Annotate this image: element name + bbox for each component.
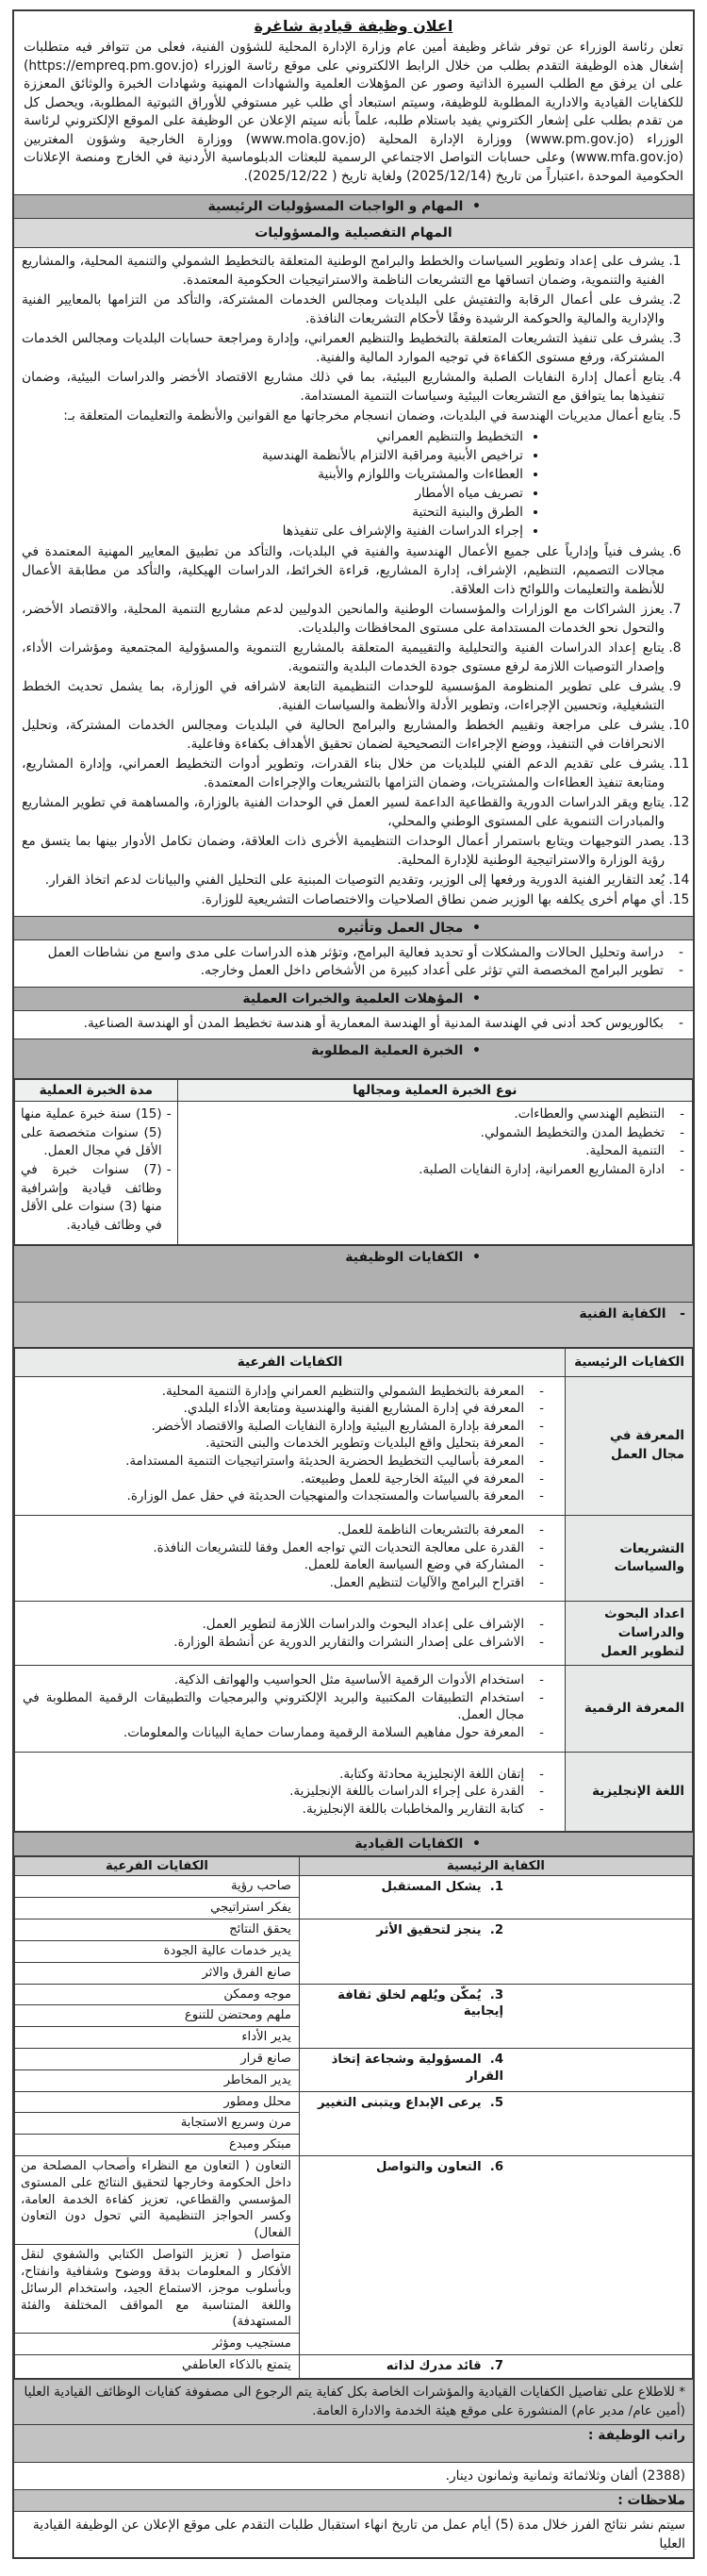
technical-main-competency: التشريعات والسياسات: [566, 1515, 693, 1602]
section-header-work-scope: • مجال العمل وتأثيره: [14, 916, 693, 939]
leadership-sub-competency: يدير الأداء: [15, 2027, 300, 2049]
technical-col-sub-header: الكفايات الفرعية: [15, 1349, 566, 1376]
experience-col-type-header: نوع الخبرة العملية ومجالها: [177, 1080, 692, 1102]
leadership-row: [15, 1876, 693, 1898]
task-item: 8. يتابع إعداد الدراسات الفنية والتحليلية والتقييمية المتعلقة بالمشاريع التنموية والمسؤولية المجتمعية ومؤشرات الأداء، وإصدار التوصيات اللازمة لرفع مستوى جودة الخدمات البلدية والتنموية.: [22, 639, 665, 676]
screening-note: سيتم نشر نتائج الفرز خلال مدة (5) أيام عمل من تاريخ انهاء استقبال طلبات التقدم على موقع الإعلان عن الوظيفة القيادية العليا: [14, 2511, 693, 2557]
task-item: 15. أي مهام أخرى يكلفه بها الوزير ضمن نطاق الصلاحيات والاختصاصات التشريعية للوزارة.: [22, 890, 665, 909]
leadership-row: [15, 2091, 693, 2113]
leadership-sub-competency: يتمتع بالذكاء العاطفي: [15, 2354, 300, 2378]
sub-competency: - المشاركة في وضع السياسة العامة للعمل.: [23, 1556, 544, 1574]
announcement-document: [12, 9, 695, 2559]
sub-competency: - القدرة على إجراء الدراسات باللغة الإنجليزية.: [23, 1783, 544, 1801]
task5-bullet: • العطاءات والمشتريات واللوازم والأبنية: [22, 465, 523, 484]
task-item: 11. يشرف على تقديم الدعم الفني للبلديات من خلال بناء القدرات، وتطوير أدوات التخطيط العمراني، وإدارة المشاريع، ومتابعة تنفيذ العطاءات والمشتريات، وضمان التزامها بالتشريعات والإجراءات المعتمدة.: [22, 755, 665, 792]
leadership-sub-competency: متواصل ( تعزيز التواصل الكتابي والشفوي لنقل الأفكار و المعلومات بدقة ووضوح وشفافية وانفتاح، وبأسلوب موجز، الاستماع الجيد، واستخدام الرسائل واللغة المتناسبة مع المواقف المختلفة والفئة المستهدفة): [15, 2245, 300, 2334]
task-item: 3. يشرف على تنفيذ التشريعات المتعلقة بالتخطيط والتنظيم العمراني، وإدارة ومراجعة حسابات البلديات ومجالس الخدمات المشتركة، ورفع مستوى الكفاءة في توجيه الموارد المالية والفنية.: [22, 329, 665, 367]
experience-duration-cell: [15, 1102, 178, 1245]
qualification-item: - بكالوريوس كحد أدنى في الهندسة المدنية أو الهندسة المعمارية أو هندسة تخطيط المدن أو الهندسة الصناعية.: [24, 1015, 683, 1034]
technical-header-row: [15, 1349, 693, 1376]
task5-bullet: • إجراء الدراسات الفنية والإشراف على تنفيذها: [22, 522, 523, 540]
technical-competencies-section: [14, 1347, 693, 1832]
experience-type: - التنمية المحلية.: [186, 1142, 684, 1161]
task-item: 10. يشرف على مراجعة وتقييم الخطط والمشاريع والبرامج الحالية في البلديات ومجالس الخدمات المشتركة، وتحليل الانحرافات في التنفيذ، ووضع الإجراءات التصحيحية لضمان تحقيق الأهداف بكفاءة وفاعلية.: [22, 716, 665, 754]
task-item: 13. يصدر التوجيهات ويتابع باستمرار أعمال الوحدات التنظيمية الأخرى ذات العلاقة، وضمان تكامل الأدوار بينها بما يتسق مع رؤية الوزارة والاستراتيجية الوطنية للإدارة المحلية.: [22, 832, 665, 870]
experience-section: [14, 1078, 693, 1245]
sub-competency: - المعرفة بالسياسات والمستجدات والمنهجيات الحديثة في حقل عمل الوزارة.: [23, 1487, 544, 1505]
leadership-main-competency: التعاون والتواصل: [299, 2156, 692, 2355]
task5-bullet: • الطرق والبنية التحتية: [22, 503, 523, 522]
leadership-sub-competency: محلل ومطور: [15, 2091, 300, 2113]
technical-row: [15, 1515, 693, 1602]
experience-type: - التنظيم الهندسي والعطاءات.: [186, 1105, 684, 1124]
technical-sub-competencies: [15, 1515, 566, 1602]
task-item: 1. يشرف على إعداد وتطوير السياسات والخطط والبرامج الوطنية المتعلقة بالتخطيط الشمولي والتنمية المحلية، والمشاريع الفنية والتنموية، وضمان اتساقها مع التشريعات الناظمة والاستراتيجيات الحكومية المعتمدة.: [22, 252, 665, 290]
technical-main-competency: اللغة الإنجليزية: [566, 1752, 693, 1832]
experience-header-row: [15, 1080, 693, 1102]
task5-bullet-list: [22, 427, 665, 540]
work-scope-section: [14, 939, 693, 987]
leadership-main-competency: المسؤولية وشجاعة إتخاذ القرار: [299, 2048, 692, 2091]
leadership-row: [15, 1984, 693, 2005]
task-item: 12. يتابع ويقر الدراسات الدورية والقطاعية الداعمة لسير العمل في الوحدات الفنية بالوزارة، والمساهمة في تطوير المشاريع والمبادرات التنموية على المستوى الوطني والمحلي،: [22, 793, 665, 831]
technical-main-competency: المعرفة الرقمية: [566, 1666, 693, 1753]
leadership-sub-competency: يفكر استراتيجي: [15, 1898, 300, 1920]
task5-bullet: • تصريف مياه الأمطار: [22, 484, 523, 503]
sub-competency: - استخدام التطبيقات المكتبية والبريد الإلكتروني والبرمجيات والتطبيقات الرقمية المطلوبة في مجال العمل.: [23, 1689, 544, 1724]
tasks-list: [14, 248, 693, 916]
technical-row: [15, 1602, 693, 1666]
salary-label: راتب الوظيفة :: [14, 2424, 693, 2462]
leadership-row: [15, 1920, 693, 1941]
experience-table: [14, 1079, 693, 1245]
task-item: 2. يشرف على أعمال الرقابة والتفتيش على البلديات ومجالس الخدمات المشتركة، والتأكد من التزامها بالمعايير الفنية والإدارية والمالية والحوكمة الرشيدة وفقًا لأحكام التشريعات النافذة.: [22, 291, 665, 328]
leadership-sub-competency: مستجيب ومؤثر: [15, 2334, 300, 2355]
leadership-sub-competency: يدير المخاطر: [15, 2069, 300, 2091]
experience-col-duration-header: مدة الخبرة العملية: [15, 1080, 178, 1102]
leadership-competencies-table: [14, 1856, 693, 2378]
task5-bullet: • تراخيص الأبنية ومراقبة الالتزام بالأنظمة الهندسية: [22, 446, 523, 465]
experience-types-cell: [177, 1102, 692, 1245]
technical-sub-competencies: [15, 1666, 566, 1753]
sub-competency: - كتابة التقارير والمخاطبات باللغة الإنجليزية.: [23, 1801, 544, 1819]
technical-main-competency: اعداد البحوث والدراسات لتطوير العمل: [566, 1602, 693, 1666]
technical-row: [15, 1752, 693, 1832]
leadership-sub-competency: موجه وممكن: [15, 1984, 300, 2005]
tasks-section: [14, 247, 693, 916]
leadership-sub-competency: مرن وسريع الاستجابة: [15, 2113, 300, 2135]
task-item: 6. يشرف فنياً وإدارياً على جميع الأعمال الهندسية والفنية في البلديات، والتأكد من تطبيق المعايير المهنية المعتمدة في مجالات التصميم، التنظيم، الإشراف، إدارة المشاريع، قراءة الخرائط، الدراسات الهيكلية، والتأكد من مطابقة الأعمال للأنظمة والتعليمات واللوائح ذات العلاقة.: [22, 542, 665, 599]
notes-label: ملاحظات :: [14, 2489, 693, 2511]
leadership-sub-competency: مبتكر ومبدع: [15, 2135, 300, 2156]
technical-row: [15, 1666, 693, 1753]
leadership-col-main-header: الكفاية الرئيسية: [299, 1857, 692, 1876]
leadership-main-competency: يرعى الإبداع ويتبنى التغيير: [299, 2091, 692, 2155]
technical-competencies-table: [14, 1348, 693, 1832]
sub-competency: - المعرفة بأساليب التخطيط الحضرية الحديثة واستراتيجيات التنمية المستدامة.: [23, 1453, 544, 1471]
leadership-main-competency: يُمكّن ويُلهم لخلق ثقافة إيجابية: [299, 1984, 692, 2048]
task-item: [22, 407, 665, 540]
technical-sub-competencies: [15, 1752, 566, 1832]
page-title: اعلان وظيفة قيادية شاغرة: [254, 17, 453, 35]
intro-section: [14, 11, 693, 194]
leadership-sub-competency: صانع قرار: [15, 2048, 300, 2069]
sub-competency: - المعرفة بتحليل واقع البلديات وتطوير الخدمات والبنى التحتية.: [23, 1435, 544, 1453]
task5-bullet: • التخطيط والتنظيم العمراني: [22, 427, 523, 446]
salary-value: (2388) ألفان وثلاثمائة وثمانية وثمانون دينار.: [14, 2462, 693, 2489]
section-header-main-duties: • المهام و الواجبات المسؤوليات الرئيسية: [14, 194, 693, 218]
leadership-sub-competency: يدير خدمات عالية الجودة: [15, 1940, 300, 1962]
experience-duration: - (7) سنوات خبرة في وظائف قيادية وإشرافية منها (3) سنوات على الأقل في وظائف قيادية.: [21, 1161, 172, 1235]
sub-competency: - المعرفة حول مفاهيم السلامة الرقمية وممارسات حماية البيانات والمعلومات.: [23, 1724, 544, 1742]
section-header-leadership-competencies: • الكفايات القيادية: [14, 1832, 693, 1855]
technical-row: [15, 1376, 693, 1515]
task-item: 4. يتابع أعمال إدارة النفايات الصلبة والمشاريع البيئية، بما في ذلك مشاريع الاقتصاد الأخضر والدراسات البيئية، وضمان تنفيذها بما يتوافق مع التشريعات البيئية وسياسات التنمية المستدامة.: [22, 368, 665, 406]
leadership-sub-competency: التعاون ( التعاون مع النظراء وأصحاب المصلحة من داخل الحكومة وخارجها لتحقيق النتائج على المستوى المؤسسي والقطاعي، تعزيز كفاءة الخدمة العامة، وكسر الحواجز التنظيمية التي تحول دون التعاون الفعال): [15, 2156, 300, 2245]
leadership-sub-competency: يحقق النتائج: [15, 1920, 300, 1941]
sub-competency: - اقتراح البرامج والآليات لتنظيم العمل.: [23, 1574, 544, 1592]
leadership-col-sub-header: الكفايات الفرعية: [15, 1857, 300, 1876]
sub-competency: - استخدام الأدوات الرقمية الأساسية مثل الحواسيب والهواتف الذكية.: [23, 1671, 544, 1689]
section-header-experience: • الخبرة العملية المطلوبة: [14, 1039, 693, 1078]
leadership-competencies-section: [14, 1855, 693, 2378]
sub-competency: - المعرفة في البيئة الخارجية للعمل وطبيعته.: [23, 1471, 544, 1488]
leadership-row: [15, 2354, 693, 2378]
leadership-main-competency: قائد مدرك لذاته: [299, 2354, 692, 2378]
experience-type: - تخطيط المدن والتخطيط الشمولي.: [186, 1124, 684, 1143]
sub-competency: - المعرفة بإدارة المشاريع البيئية وإدارة النفايات الصلبة والاقتصاد الأخضر.: [23, 1418, 544, 1436]
technical-sub-competencies: [15, 1602, 566, 1666]
technical-col-main-header: الكفايات الرئيسية: [566, 1349, 693, 1376]
intro-paragraph: تعلن رئاسة الوزراء عن توفر شاغر وظيفة أمين عام وزارة الإدارة المحلية للشؤون الفنية، فعلى من تتوافر فيه متطلبات إشغال هذه الوظيفة التقدم بطلب من خلال الرابط الالكتروني على موقع رئاسة الوزراء (https://empreq.pm.gov.jo) على ان يرفق مع الطلب السيرة الذاتية وصور عن المؤهلات العلمية والشهادات المهنية وشهادات الخبرة والوثائق المعززة للكفايات القيادية والادارية المطلوبة للوظيفة، وسيتم استبعاد أي طلب غير مستوفي للأوراق الثبوتية المطلوبة، ويحصل كل من تقدم بطلب على إشعار الكتروني يفيد باستلام طلبه، علماً بأنه سيتم الإعلان عن الوظيفة على الموقع الإلكتروني لرئاسة الوزراء (www.pm.gov.jo) ووزارة الإدارة المحلية (www.mola.gov.jo) ووزارة الخارجية وشؤون المغتربين (www.mfa.gov.jo) وعلى حسابات التواصل الاجتماعي الرسمية للبعثات الدبلوماسية الأردنية في الخارج ومنصة الإعلانات الحكومية الموحدة ،اعتباراً من تاريخ (2025/12/14) ولغاية تاريخ ( 2025/12/22).: [24, 40, 683, 185]
leadership-sub-competency: صانع الفرق والاثر: [15, 1962, 300, 1984]
sub-competency: - الإشراف على إعداد البحوث والدراسات اللازمة لتطوير العمل.: [23, 1616, 544, 1634]
technical-sub-competencies: [15, 1376, 566, 1515]
leadership-sub-competency: ملهم ومحتضن للتنوع: [15, 2005, 300, 2027]
leadership-row: [15, 2156, 693, 2245]
task-item: 9. يشرف على تطوير المنظومة المؤسسية للوحدات التنظيمية التابعة لاشرافه في الوزارة، بما يشمل تحديث الخطط التشغيلية، وتحسين الإجراءات، وتطوير الأدلة والأنظمة والسياسات الفنية.: [22, 677, 665, 715]
sub-competency: - إتقان اللغة الإنجليزية محادثة وكتابة.: [23, 1766, 544, 1784]
section-header-functional-competencies: • الكفايات الوظيفية: [14, 1245, 693, 1302]
competency-matrix-note: * للاطلاع على تفاصيل الكفايات القيادية والمؤشرات الخاصة بكل كفاية يتم الرجوع الى مصفوفة كفايات الوظائف القيادية العليا (أمين عام/ مدير عام) المنشورة على موقع هيئة الخدمة والادارة العامة.: [14, 2379, 693, 2424]
sub-competency: - المعرفة بالتخطيط الشمولي والتنظيم العمراني وإدارة التنمية المحلية.: [23, 1383, 544, 1401]
section-header-technical-competency: - الكفاية الفنية: [14, 1302, 693, 1347]
task-item-text: يتابع أعمال مديريات الهندسة في البلديات، وضمان انسجام مخرجاتها مع القوانين والأنظمة والتعليمات المتعلقة بـ:: [63, 407, 665, 424]
work-scope-item: - دراسة وتحليل الحالات والمشكلات أو تحديد فعالية البرامج، وتؤثر هذه الدراسات على مدى واسع من نشاطات العمل: [24, 944, 683, 963]
leadership-sub-competency: صاحب رؤية: [15, 1876, 300, 1898]
task-item: 7. يعزز الشراكات مع الوزارات والمؤسسات الوطنية والمانحين الدوليين لدعم مشاريع التنمية المحلية، والاقتصاد الأخضر، والتحول نحو الخدمات المستدامة على مستوى المحافظات والبلديات.: [22, 600, 665, 638]
section-header-detailed-tasks: المهام التفصيلية والمسؤوليات: [14, 218, 693, 247]
task-item: 14. يُعد التقارير الفنية الدورية ورفعها إلى الوزير، وتقديم التوصيات المبنية على التحليل الفني والبيانات لدعم اتخاذ القرار.: [22, 871, 665, 889]
section-header-qualifications: • المؤهلات العلمية والخبرات العملية: [14, 987, 693, 1010]
qualifications-section: [14, 1010, 693, 1039]
leadership-main-competency: ينجز لتحقيق الأثر: [299, 1920, 692, 1984]
sub-competency: - الاشراف على إصدار النشرات والتقارير الدورية عن أنشطة الوزارة.: [23, 1634, 544, 1652]
leadership-main-competency: يشكل المستقبل: [299, 1876, 692, 1920]
sub-competency: - المعرفة في إدارة المشاريع الفنية والهندسية ومتابعة الأداء البلدي.: [23, 1400, 544, 1418]
sub-competency: - القدرة على معالجة التحديات التي تواجه العمل وفقا للتشريعات النافذة.: [23, 1539, 544, 1557]
leadership-header-row: [15, 1857, 693, 1876]
experience-body-row: [15, 1102, 693, 1245]
experience-duration: - (15) سنة خبرة عملية منها (5) سنوات متخصصة على الأقل في مجال العمل.: [21, 1105, 172, 1161]
technical-main-competency: المعرفة في مجال العمل: [566, 1376, 693, 1515]
work-scope-item: - تطوير البرامج المخصصة التي تؤثر على أعداد كبيرة من الأشخاص داخل العمل وخارجه.: [24, 962, 683, 981]
experience-type: - ادارة المشاريع العمرانية، إدارة النفايات الصلبة.: [186, 1161, 684, 1180]
sub-competency: - المعرفة بالتشريعات الناظمة للعمل.: [23, 1521, 544, 1539]
leadership-row: [15, 2048, 693, 2069]
